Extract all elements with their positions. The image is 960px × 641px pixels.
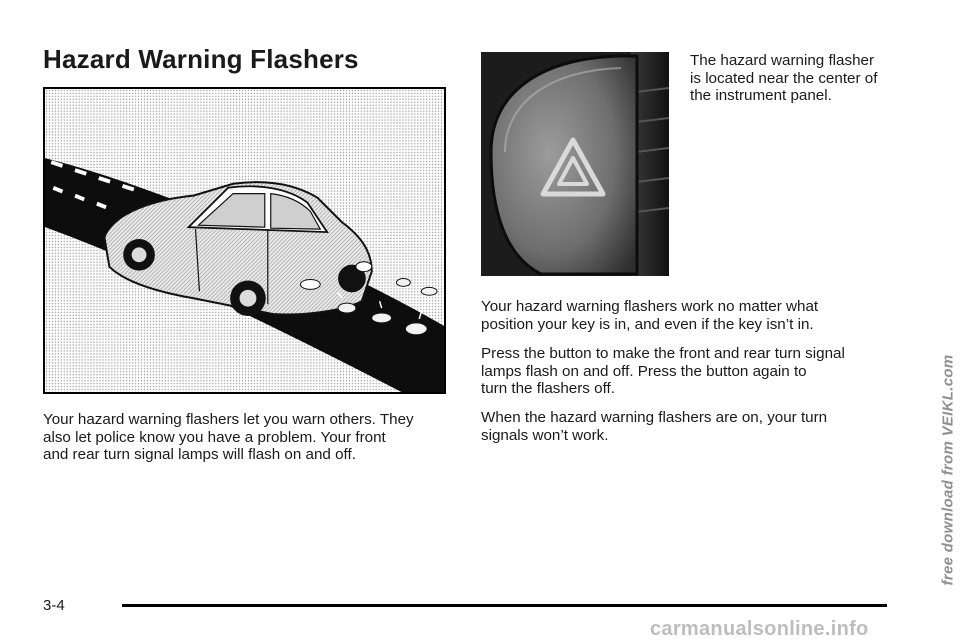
car-on-road-drawing: [45, 89, 444, 392]
footer-brand-text: carmanualsonline.info: [650, 618, 869, 640]
page-number: 3-4: [43, 597, 65, 614]
intro-paragraph: Your hazard warning flashers let you warn others. They also let police know you have a problem. Your front and rear turn signal lamps will flash on and off.: [43, 411, 414, 464]
press-button-paragraph: Press the button to make the front and rear turn signal lamps flash on and off. Press the button again to turn the flashers off.: [481, 345, 845, 398]
page-title: Hazard Warning Flashers: [43, 44, 359, 74]
car-hazard-illustration: [43, 87, 446, 394]
hazard-button-photo: [481, 52, 669, 276]
watermark-text: free download from VEIKL.com: [939, 354, 957, 586]
hazard-button-drawing: [481, 52, 669, 276]
location-paragraph: The hazard warning flasher is located near the center of the instrument panel.: [690, 52, 878, 105]
turn-signal-paragraph: When the hazard warning flashers are on, your turn signals won’t work.: [481, 409, 828, 444]
key-position-paragraph: Your hazard warning flashers work no matter what position your key is in, and even if the key isn’t in.: [481, 298, 819, 333]
side-watermark: [928, 340, 960, 600]
footer-divider: [122, 604, 887, 607]
